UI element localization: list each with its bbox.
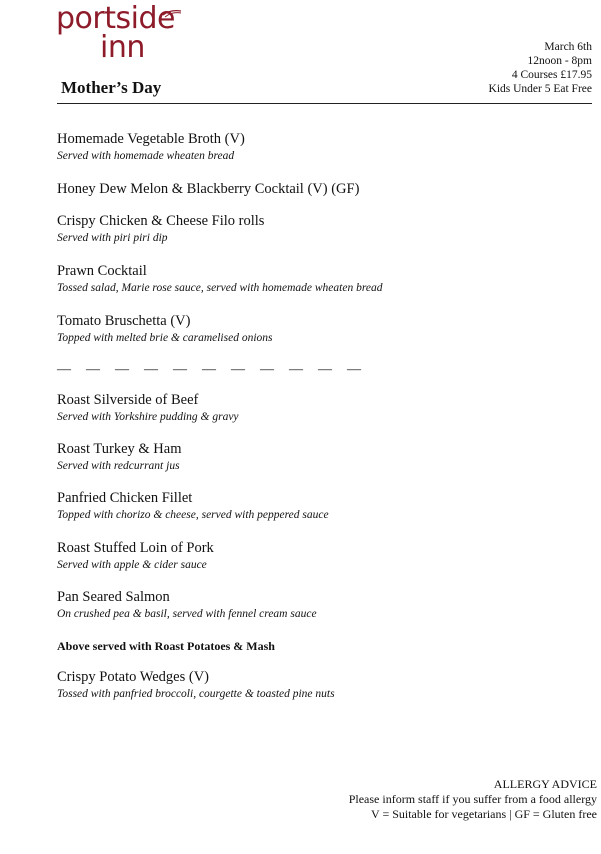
item-name: Homemade Vegetable Broth (V) bbox=[57, 131, 245, 147]
allergy-heading: ALLERGY ADVICE bbox=[493, 777, 597, 791]
item-description: Served with Yorkshire pudding & gravy bbox=[57, 411, 239, 423]
item-name: Panfried Chicken Fillet bbox=[57, 490, 193, 506]
menu-item-salmon bbox=[57, 588, 317, 622]
menu-item-turkey-ham bbox=[57, 440, 181, 474]
item-name: Honey Dew Melon & Blackberry Cocktail (V) (GF) bbox=[57, 181, 360, 197]
menu-item-silverside-beef bbox=[57, 391, 239, 425]
item-name: Roast Stuffed Loin of Pork bbox=[57, 540, 214, 556]
menu-item-loin-of-pork bbox=[57, 539, 214, 573]
event-price: 4 Courses £17.95 bbox=[511, 69, 592, 81]
item-description: Topped with chorizo & cheese, served with peppered sauce bbox=[57, 509, 329, 521]
menu-item-chicken-fillet bbox=[57, 489, 329, 523]
portside-inn-logo bbox=[56, 2, 186, 66]
allergy-line-1: Please inform staff if you suffer from a food allergy bbox=[348, 792, 597, 806]
item-name: Crispy Potato Wedges (V) bbox=[57, 669, 210, 685]
menu-item-filo-rolls bbox=[57, 212, 264, 246]
logo-text-line1: portside bbox=[56, 1, 175, 36]
item-description: Topped with melted brie & caramelised onions bbox=[57, 332, 273, 344]
allergy-line-2: V = Suitable for vegetarians | GF = Gluten free bbox=[371, 807, 597, 821]
logo-swoosh-icon bbox=[162, 8, 182, 18]
served-with-note: Above served with Roast Potatoes & Mash bbox=[57, 639, 275, 653]
item-description: Served with apple & cider sauce bbox=[57, 559, 207, 571]
event-hours: 12noon - 8pm bbox=[527, 55, 592, 67]
item-name: Roast Turkey & Ham bbox=[57, 441, 182, 457]
event-date: March 6th bbox=[544, 41, 592, 53]
item-description: Tossed with panfried broccoli, courgette & toasted pine nuts bbox=[57, 688, 335, 700]
allergy-advice bbox=[349, 777, 597, 822]
item-description: On crushed pea & basil, served with fennel cream sauce bbox=[57, 608, 317, 620]
item-name: Prawn Cocktail bbox=[57, 263, 147, 279]
item-description: Served with redcurrant jus bbox=[57, 460, 180, 472]
event-kids: Kids Under 5 Eat Free bbox=[488, 83, 592, 95]
item-name: Tomato Bruschetta (V) bbox=[57, 313, 191, 329]
menu-item-vegetable-broth bbox=[57, 130, 245, 164]
menu-item-prawn-cocktail bbox=[57, 262, 382, 296]
item-name: Crispy Chicken & Cheese Filo rolls bbox=[57, 213, 265, 229]
item-name: Roast Silverside of Beef bbox=[57, 392, 199, 408]
item-description: Served with piri piri dip bbox=[57, 232, 168, 244]
item-name: Pan Seared Salmon bbox=[57, 589, 170, 605]
item-description: Served with homemade wheaten bread bbox=[57, 150, 235, 162]
course-divider: — — — — — — — — — — — bbox=[57, 362, 361, 377]
item-description: Tossed salad, Marie rose sauce, served with homemade wheaten bread bbox=[57, 282, 383, 294]
menu-item-bruschetta bbox=[57, 312, 273, 346]
menu-item-potato-wedges bbox=[57, 668, 335, 702]
event-info bbox=[489, 40, 592, 96]
menu-item-melon-cocktail bbox=[57, 180, 359, 198]
logo-text-line2: inn bbox=[100, 30, 145, 65]
title-divider bbox=[57, 103, 592, 104]
page-title: Mother’s Day bbox=[61, 78, 162, 97]
